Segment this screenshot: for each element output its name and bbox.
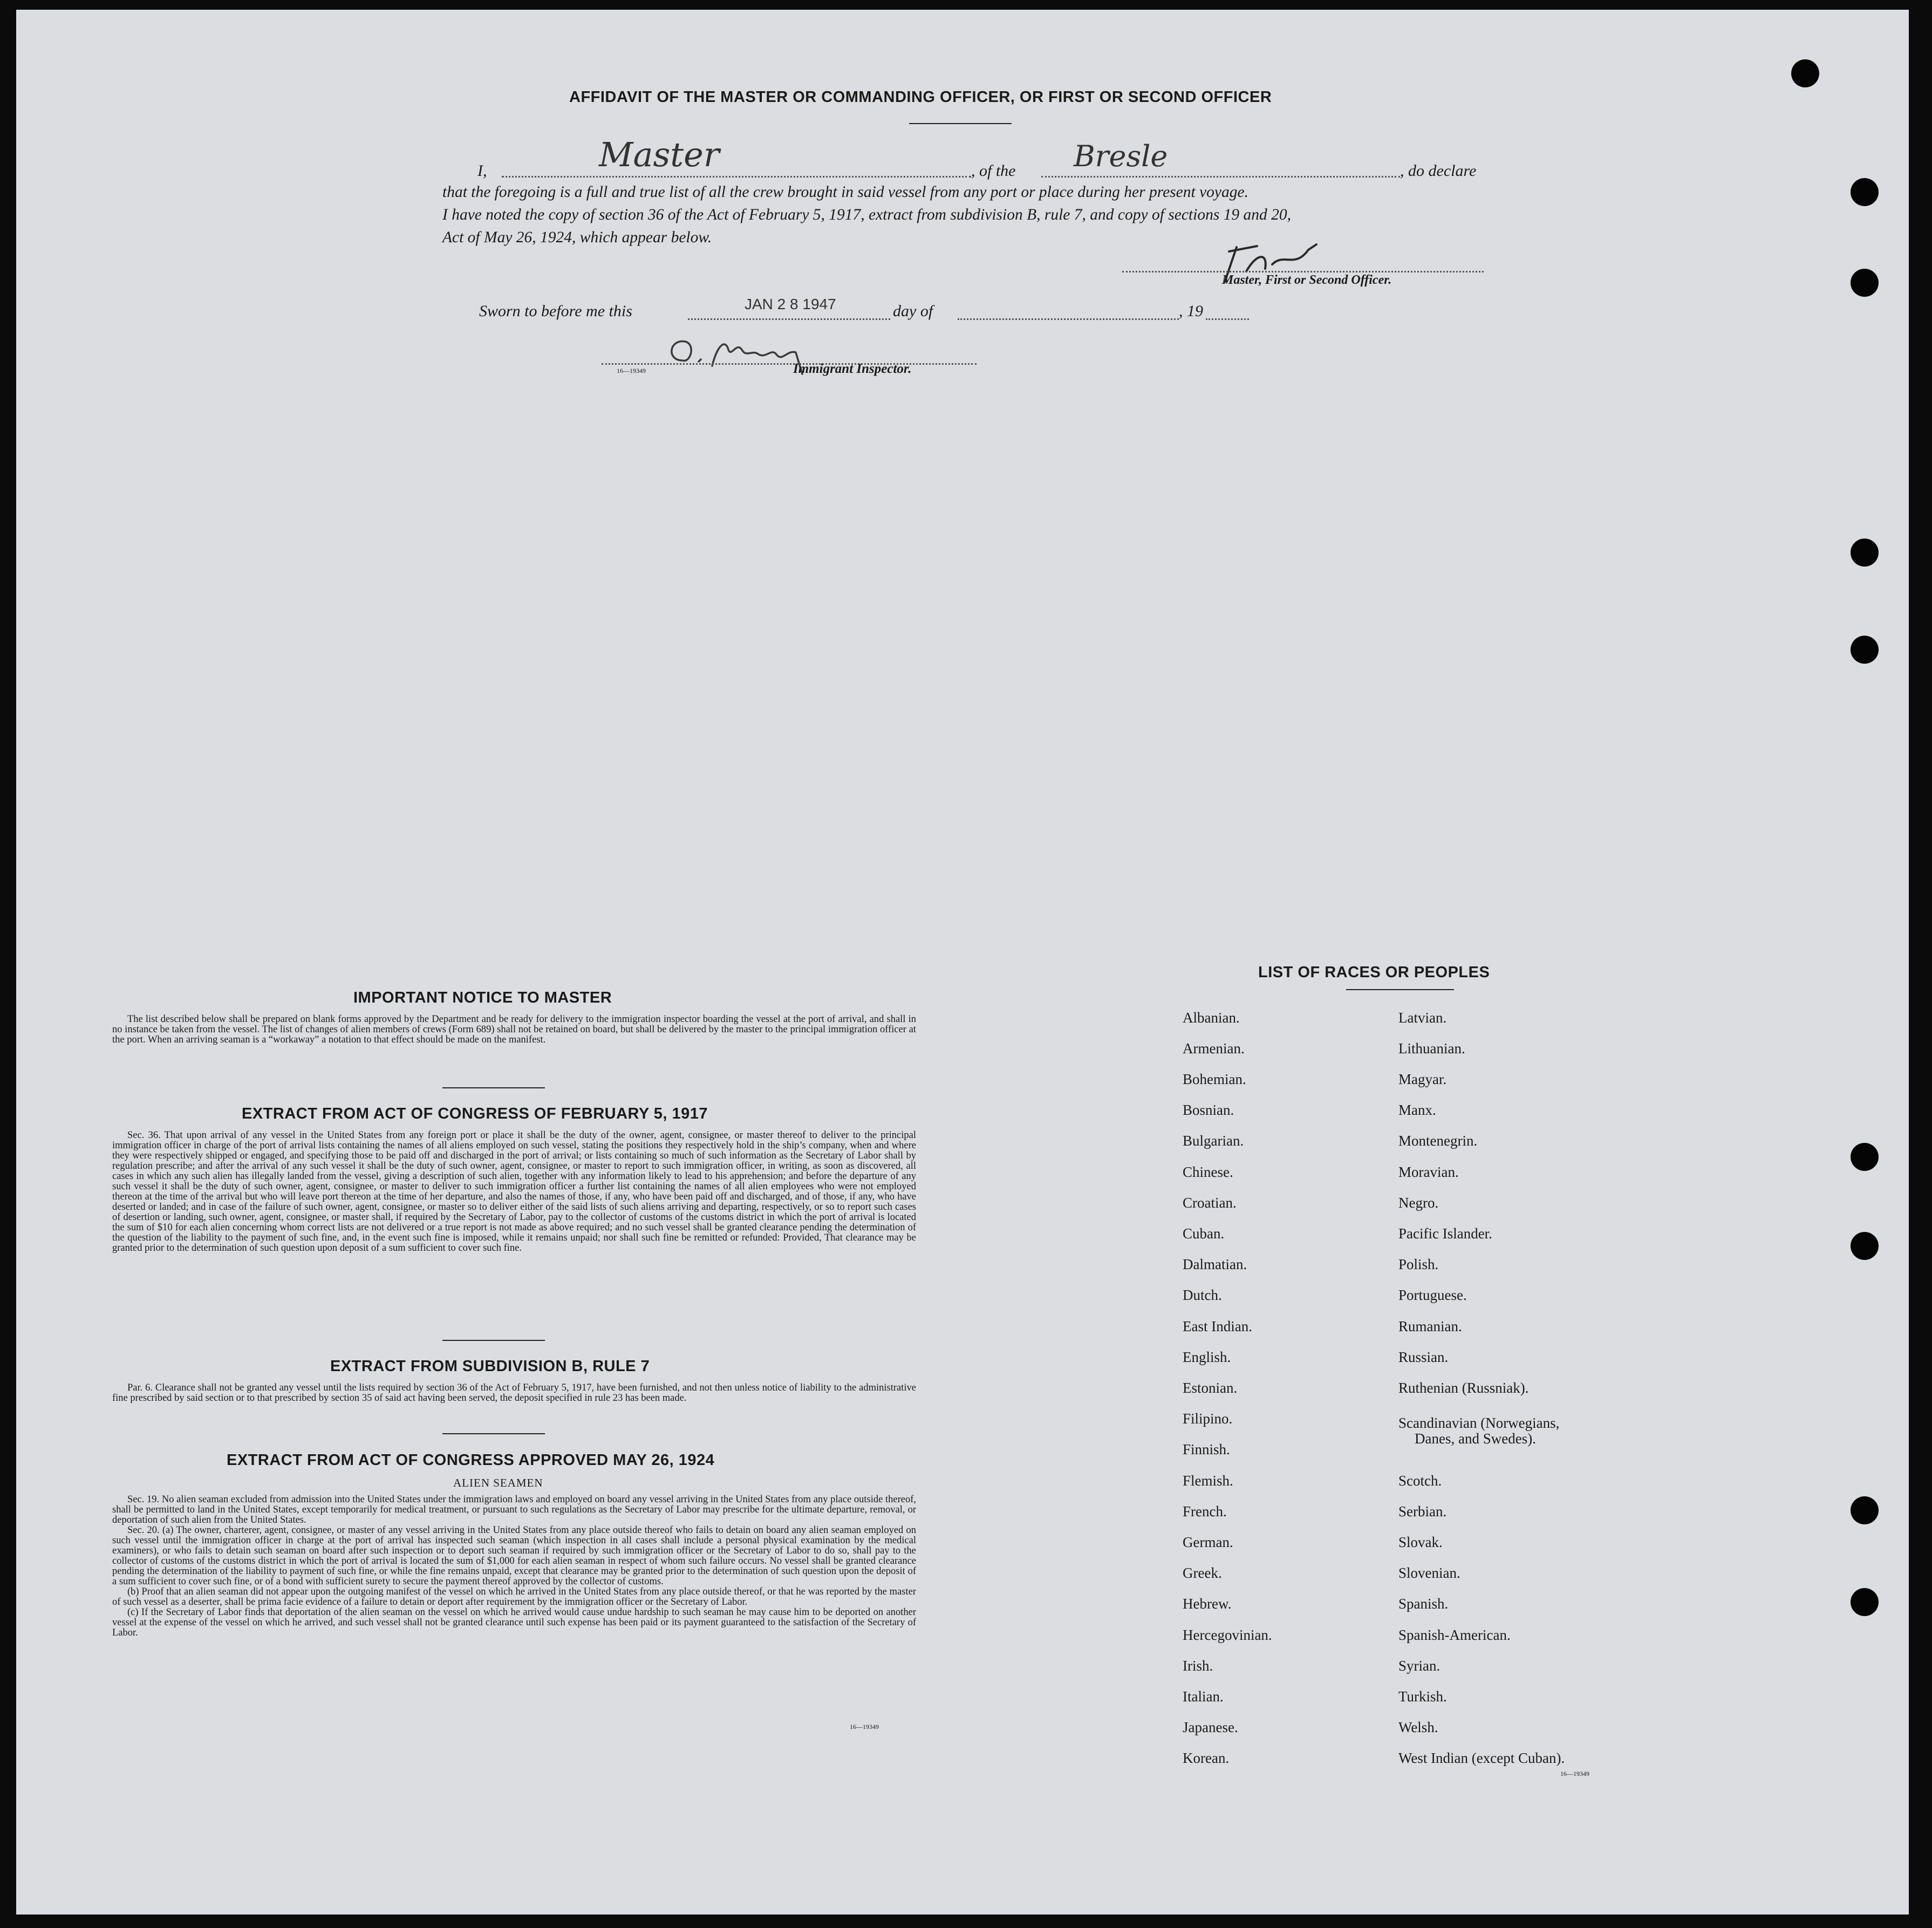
race-left-item: Filipino. (1183, 1411, 1233, 1427)
affidavit-do-declare: , do declare (1400, 162, 1477, 180)
race-right-item: Montenegrin. (1398, 1133, 1478, 1149)
race-left-item: Albanian. (1183, 1010, 1240, 1026)
race-right-item: Slovak. (1398, 1534, 1443, 1550)
race-left-item: Finnish. (1183, 1441, 1230, 1457)
binder-hole (1851, 178, 1879, 206)
notice-paragraph: The list described below shall be prepared on blank forms approved by the Department and be ready for delivery to the immigration inspector boarding the vessel at the port of arrival, and shall in no instance be taken from the vessel. The list of changes of alien members of crews (Form 689) shall not be retained on board, but shall be delivered by the master to the principal immigration officer at the port. When an arriving seaman is a “workaway” a notation to that effect should be made on the manifest. (112, 1014, 916, 1045)
binder-hole (1851, 539, 1879, 567)
sec-20a-paragraph: Sec. 20. (a) The owner, charterer, agent, consignee, or master of any vessel arriving in the United States from any place outside thereof who fails to detain on board any alien seaman employed on such vessel until the immigration officer in charge at the port of arrival has inspected such seaman (which inspection in all cases shall include a personal physical examination by the medical examiners), or who fails to detain such seaman on board after such inspection or to deport such seaman if required by such immigration officer or the Secretary of Labor to do so, shall pay to the collector of customs of the customs district in which the port of arrival is located the sum of $1,000 for each alien seaman in respect of whom such failure occurs. No vessel shall be granted clearance pending the determination of the liability to payment of such fine, or while the fine remains unpaid, except that clearance may be granted prior to the determination of such question upon the deposit of a sum sufficient to cover such fine, or of a bond with sufficient surety to secure the payment thereof approved by the collector of customs. (112, 1525, 916, 1587)
extract-1917-body (112, 1130, 916, 1253)
binder-hole (1851, 269, 1879, 297)
affidavit-line-4: Act of May 26, 1924, which appear below. (442, 229, 712, 246)
day-of-label: day of (893, 302, 933, 320)
affidavit-i-label: I, (477, 162, 487, 180)
race-right-item: Turkish. (1398, 1688, 1447, 1705)
affidavit-form-number: 16—19349 (617, 367, 646, 374)
extract-1924-body (112, 1495, 916, 1638)
officer-signature-line (1122, 270, 1484, 272)
race-right-item: Rumanian. (1398, 1318, 1462, 1334)
notice-heading: IMPORTANT NOTICE TO MASTER (353, 989, 612, 1006)
race-left-item: Bosnian. (1183, 1102, 1234, 1118)
affidavit-line-3: I have noted the copy of section 36 of the Act of February 5, 1917, extract from subdivision B, rule 7, and copy of sections 19 and 20, (442, 206, 1292, 223)
binder-hole (1851, 1232, 1879, 1260)
race-right-item: Russian. (1398, 1349, 1449, 1365)
race-right-item: Slovenian. (1398, 1565, 1460, 1581)
sec-36-paragraph: Sec. 36. That upon arrival of any vessel in the United States from any foreign port or place it shall be the duty of the owner, agent, consignee, or master thereof to deliver to the principal immigration officer in charge of the port of arrival lists containing the names of all aliens employed on such vessel, stating the positions they respectively hold in the ship’s company, when and where they were respectively shipped or engaged, and specifying those to be paid off and discharged in the port of arrival; or lists containing so much of such information as the Secretary of Labor shall by regulation prescribe; and after the arrival of any such vessel it shall be the duty of such owner, agent, consignee, or master to report to such immigration officer, in writing, as soon as discovered, all cases in which any such alien has illegally landed from the vessel, giving a description of such alien, together with any information likely to lead to his apprehension; and before the departure of any such vessel it shall be the duty of such owner, agent, consignee, or master to deliver to such immigration officer a further list containing the names of all alien employees who were not employed thereon at the time of the arrival but who will leave port thereon at the time of her departure, and also the names of those, if any, who have been paid off and discharged, and of those, if any, who have deserted or landed; and in case of the failure of such owner, agent, consignee, or master so to deliver either of the said lists of such aliens arriving and departing, respectively, or so to report such cases of desertion or landing, such owner, agent, consignee, or master shall, if required by the Secretary of Labor, pay to the collector of customs of the customs district in which the port of arrival is located the sum of $10 for each alien concerning whom correct lists are not delivered or a true report is not made as above required; and no such vessel shall be granted clearance pending the determination of the question of the liability to the payment of such fine, and, in the event such fine is imposed, while it remains unpaid; nor shall such fine be remitted or refunded: Provided, That clearance may be granted prior to the determination of such question upon deposit of a sum sufficient to cover such fine. (112, 1130, 916, 1253)
year-blank-line (1206, 317, 1249, 320)
race-left-item: German. (1183, 1534, 1233, 1550)
race-left-item: Hercegovinian. (1183, 1627, 1272, 1643)
binder-hole (1851, 1496, 1879, 1524)
race-right-item: Manx. (1398, 1102, 1436, 1118)
affidavit-line-2: that the foregoing is a full and true list of all the crew brought in said vessel from any port or place during her present voyage. (442, 183, 1248, 201)
race-left-item: Flemish. (1183, 1473, 1233, 1489)
affidavit-of-the: , of the (971, 162, 1016, 180)
race-left-item: English. (1183, 1349, 1231, 1365)
sworn-blank-line (688, 317, 890, 320)
notice-body (112, 1014, 916, 1045)
race-left-item: Irish. (1183, 1658, 1213, 1674)
officer-caption: Master, First or Second Officer. (1222, 273, 1392, 287)
name-blank-line (502, 175, 971, 178)
race-left-item: Korean. (1183, 1750, 1230, 1766)
race-left-item: Croatian. (1183, 1195, 1237, 1211)
inspector-caption: Immigrant Inspector. (793, 362, 912, 376)
month-blank-line (958, 317, 1179, 320)
race-left-item: Estonian. (1183, 1380, 1238, 1396)
handwritten-name: Master (599, 135, 720, 174)
race-right-item: Spanish. (1398, 1596, 1449, 1612)
race-right-item: Syrian. (1398, 1658, 1441, 1674)
race-right-item: Scotch. (1398, 1473, 1442, 1489)
race-right-item: Scandinavian (Norwegians, (1398, 1415, 1560, 1431)
date-stamp: JAN 2 8 1947 (745, 296, 836, 312)
race-left-item: Japanese. (1183, 1719, 1238, 1735)
races-form-number: 16—19349 (1560, 1770, 1589, 1777)
year-prefix: , 19 (1179, 302, 1203, 320)
race-right-item: Ruthenian (Russniak). (1398, 1380, 1529, 1396)
section-divider (442, 1340, 545, 1341)
race-right-item: Spanish-American. (1398, 1627, 1511, 1643)
vessel-blank-line (1041, 175, 1400, 178)
heading-divider (909, 123, 1012, 124)
document-page (16, 10, 1909, 1915)
binder-hole (1851, 1588, 1879, 1616)
race-left-item: Armenian. (1183, 1040, 1245, 1057)
affidavit-heading: AFFIDAVIT OF THE MASTER OR COMMANDING OFFICER, OR FIRST OR SECOND OFFICER (569, 88, 1272, 106)
race-right-item: Welsh. (1398, 1719, 1438, 1735)
sec-20b-paragraph: (b) Proof that an alien seaman did not appear upon the outgoing manifest of the vessel on which he arrived in the United States from any place outside thereof, or that he was reported by the master of such vessel as a deserter, shall be prima facie evidence of a failure to detain or deport after requirement by the immigration officer or the Secretary of Labor. (112, 1586, 916, 1607)
races-heading-divider (1346, 989, 1454, 990)
par-6-paragraph: Par. 6. Clearance shall not be granted any vessel until the lists required by section 36 of the Act of February 5, 1917, have been furnished, and not then unless notice of liability to the administrative fine prescribed by said section or to that prescribed by section 35 of said act having been served, the deposit specified in rule 23 has been made. (112, 1382, 916, 1404)
extract-form-number: 16—19349 (850, 1723, 879, 1731)
binder-hole (1791, 59, 1819, 87)
race-right-item: Negro. (1398, 1195, 1439, 1211)
race-left-item: Bulgarian. (1183, 1133, 1244, 1149)
binder-hole (1851, 636, 1879, 664)
race-left-item: Bohemian. (1183, 1071, 1246, 1087)
extract-1924-heading: EXTRACT FROM ACT OF CONGRESS APPROVED MAY 26, 1924 (227, 1452, 715, 1469)
sec-20c-paragraph: (c) If the Secretary of Labor finds that deportation of the alien seaman on the vessel on which he arrived would cause undue hardship to such seaman he may cause him to be deported on another vessel at the expense of the vessel on which he arrived, and such vessel shall not be granted clearance until such expense has been paid or its payment guaranteed to the satisfaction of the Secretary of Labor. (112, 1607, 916, 1638)
sec-19-paragraph: Sec. 19. No alien seaman excluded from admission into the United States under the immigration laws and employed on board any vessel arriving in the United States from any place outside thereof, shall be permitted to land in the United States, except temporarily for medical treatment, or pursuant to such regulations as the Secretary of Labor may prescribe for the ultimate departure, removal, or deportation of such alien from the United States. (112, 1494, 916, 1525)
race-left-item: French. (1183, 1503, 1227, 1520)
race-left-item: Hebrew. (1183, 1596, 1232, 1612)
binder-hole (1851, 1143, 1879, 1171)
race-right-item: Lithuanian. (1398, 1040, 1465, 1057)
race-right-item: Moravian. (1398, 1164, 1459, 1180)
race-left-item: Dutch. (1183, 1287, 1222, 1303)
race-right-item: Pacific Islander. (1398, 1225, 1492, 1242)
section-divider (442, 1433, 545, 1434)
race-left-item: East Indian. (1183, 1318, 1252, 1334)
sworn-label: Sworn to before me this (479, 302, 632, 320)
inspector-signature-line (602, 362, 977, 365)
alien-seamen-subheading: ALIEN SEAMEN (453, 1476, 543, 1489)
extract-rule7-body (112, 1383, 916, 1404)
race-right-item: Serbian. (1398, 1503, 1447, 1520)
race-left-item: Chinese. (1183, 1164, 1233, 1180)
race-left-item: Dalmatian. (1183, 1256, 1247, 1272)
race-right-item: Latvian. (1398, 1010, 1447, 1026)
race-right-item: Magyar. (1398, 1071, 1447, 1087)
race-left-item: Italian. (1183, 1688, 1224, 1705)
extract-1917-heading: EXTRACT FROM ACT OF CONGRESS OF FEBRUARY 5, 1917 (242, 1105, 708, 1122)
races-heading: LIST OF RACES OR PEOPLES (1258, 964, 1490, 981)
race-left-item: Cuban. (1183, 1225, 1225, 1242)
race-right-item: West Indian (except Cuban). (1398, 1750, 1565, 1766)
race-right-item: Polish. (1398, 1256, 1439, 1272)
extract-rule7-heading: EXTRACT FROM SUBDIVISION B, RULE 7 (330, 1358, 650, 1375)
section-divider (442, 1087, 545, 1088)
race-right-item: Portuguese. (1398, 1287, 1467, 1303)
race-left-item: Greek. (1183, 1565, 1222, 1581)
handwritten-vessel: Bresle (1074, 139, 1168, 173)
race-right-item-continuation: Danes, and Swedes). (1415, 1430, 1536, 1447)
